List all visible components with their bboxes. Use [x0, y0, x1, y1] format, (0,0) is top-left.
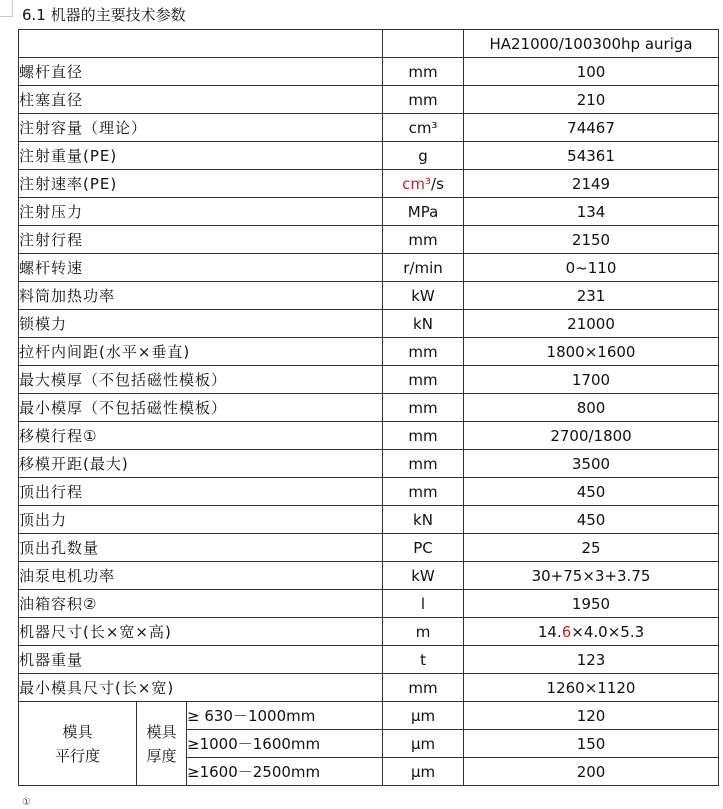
table-row	[19, 198, 719, 226]
param-value: 450	[464, 506, 719, 534]
param-unit: mm	[383, 366, 464, 394]
param-unit: m	[383, 618, 464, 646]
param-name: 移模行程①	[19, 422, 383, 450]
table-row	[19, 646, 719, 674]
param-unit: cm³	[383, 114, 464, 142]
param-unit: mm	[383, 86, 464, 114]
param-name: 最大模厚（不包括磁性模板）	[19, 366, 383, 394]
param-value: 210	[464, 86, 719, 114]
param-name: 最小模具尺寸(长×宽)	[19, 674, 383, 702]
thickness-range: ≥1000－1600mm	[187, 730, 383, 758]
thickness-range: ≥ 630－1000mm	[187, 702, 383, 730]
table-row	[19, 114, 719, 142]
param-value: 1800×1600	[464, 338, 719, 366]
param-name: 注射速率(PE)	[19, 170, 383, 198]
table-row	[19, 506, 719, 534]
param-value: 134	[464, 198, 719, 226]
param-unit: mm	[383, 226, 464, 254]
param-unit: kN	[383, 506, 464, 534]
param-unit: l	[383, 590, 464, 618]
param-value: 231	[464, 282, 719, 310]
table-row	[19, 702, 719, 730]
param-value: 800	[464, 394, 719, 422]
param-value: 1950	[464, 590, 719, 618]
table-row	[19, 170, 719, 198]
param-unit: mm	[383, 674, 464, 702]
param-name: 注射行程	[19, 226, 383, 254]
param-unit: μm	[383, 758, 464, 786]
param-name: 注射重量(PE)	[19, 142, 383, 170]
table-row	[19, 450, 719, 478]
param-value: 100	[464, 58, 719, 86]
param-value: 14.6×4.0×5.3	[464, 618, 719, 646]
param-unit: mm	[383, 58, 464, 86]
param-unit: mm	[383, 338, 464, 366]
table-row	[19, 366, 719, 394]
param-value: 2700/1800	[464, 422, 719, 450]
table-row	[19, 310, 719, 338]
param-unit: PC	[383, 534, 464, 562]
header-unit-cell	[383, 30, 464, 58]
param-unit: μm	[383, 702, 464, 730]
param-value: 2149	[464, 170, 719, 198]
param-name: 移模开距(最大)	[19, 450, 383, 478]
param-name: 拉杆内间距(水平×垂直)	[19, 338, 383, 366]
param-value: 3500	[464, 450, 719, 478]
param-value: 450	[464, 478, 719, 506]
param-unit: g	[383, 142, 464, 170]
param-value: 150	[464, 730, 719, 758]
table-row	[19, 618, 719, 646]
table-row	[19, 58, 719, 86]
header-blank-cell	[19, 30, 383, 58]
table-row	[19, 142, 719, 170]
param-unit: μm	[383, 730, 464, 758]
param-unit: mm	[383, 394, 464, 422]
spec-table	[18, 29, 719, 786]
param-unit: kW	[383, 282, 464, 310]
param-value: 123	[464, 646, 719, 674]
table-row	[19, 226, 719, 254]
param-name: 注射压力	[19, 198, 383, 226]
param-value: 25	[464, 534, 719, 562]
param-value: 54361	[464, 142, 719, 170]
param-value: 0~110	[464, 254, 719, 282]
param-name: 顶出孔数量	[19, 534, 383, 562]
param-unit: kN	[383, 310, 464, 338]
table-row	[19, 86, 719, 114]
param-name: 油泵电机功率	[19, 562, 383, 590]
param-name: 机器重量	[19, 646, 383, 674]
table-row	[19, 562, 719, 590]
param-name: 最小模厚（不包括磁性模板）	[19, 394, 383, 422]
param-unit: cm³/s	[383, 170, 464, 198]
param-unit: r/min	[383, 254, 464, 282]
table-row	[19, 394, 719, 422]
param-unit: MPa	[383, 198, 464, 226]
param-name: 顶出行程	[19, 478, 383, 506]
param-unit: mm	[383, 450, 464, 478]
param-value: 21000	[464, 310, 719, 338]
param-value: 120	[464, 702, 719, 730]
header-row	[19, 30, 719, 58]
table-row	[19, 282, 719, 310]
parallelism-label: 模具 平行度	[19, 702, 137, 786]
param-name: 顶出力	[19, 506, 383, 534]
param-name: 料筒加热功率	[19, 282, 383, 310]
table-row	[19, 478, 719, 506]
param-value: 74467	[464, 114, 719, 142]
table-row	[19, 534, 719, 562]
param-name: 机器尺寸(长×宽×高)	[19, 618, 383, 646]
thickness-label: 模具 厚度	[137, 702, 187, 786]
param-unit: mm	[383, 422, 464, 450]
footnote-mark: ①	[22, 797, 31, 808]
table-row	[19, 422, 719, 450]
param-name: 螺杆直径	[19, 58, 383, 86]
param-value: 30+75×3+3.75	[464, 562, 719, 590]
param-value: 2150	[464, 226, 719, 254]
param-name: 注射容量（理论）	[19, 114, 383, 142]
table-row	[19, 338, 719, 366]
section-title: 6.1 机器的主要技术参数	[22, 6, 186, 24]
param-unit: mm	[383, 478, 464, 506]
corner-crop-mark	[0, 0, 13, 17]
param-name: 柱塞直径	[19, 86, 383, 114]
param-name: 锁模力	[19, 310, 383, 338]
table-row	[19, 254, 719, 282]
param-unit: t	[383, 646, 464, 674]
param-value: 1260×1120	[464, 674, 719, 702]
thickness-range: ≥1600－2500mm	[187, 758, 383, 786]
param-unit: kW	[383, 562, 464, 590]
param-name: 螺杆转速	[19, 254, 383, 282]
param-name: 油箱容积②	[19, 590, 383, 618]
table-row	[19, 674, 719, 702]
model-header: HA21000/100300hp auriga	[464, 30, 719, 58]
param-value: 200	[464, 758, 719, 786]
table-row	[19, 590, 719, 618]
param-value: 1700	[464, 366, 719, 394]
